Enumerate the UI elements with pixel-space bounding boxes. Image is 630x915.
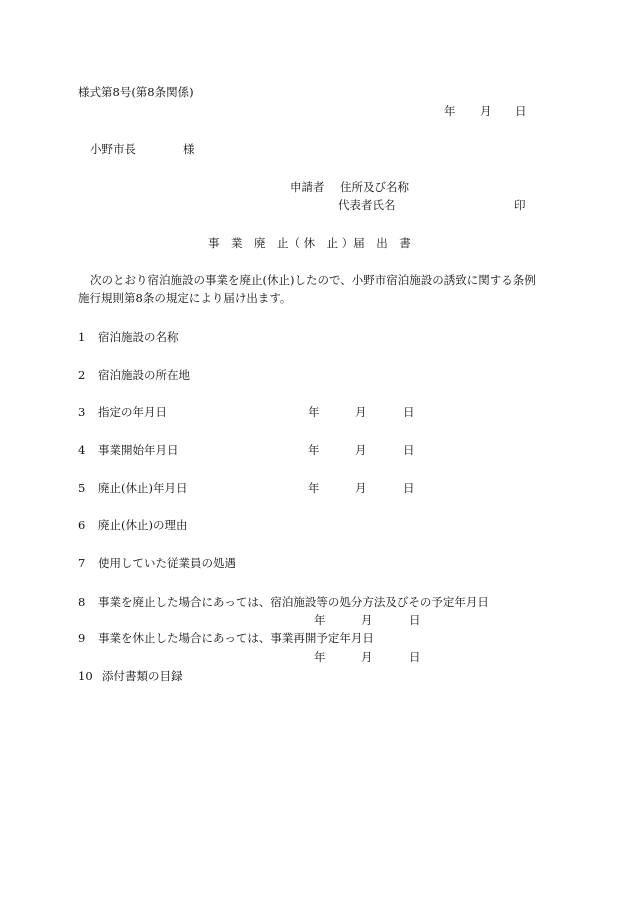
item-10 — [78, 669, 183, 683]
item-7 — [78, 556, 236, 570]
applicant-label: 申請者 — [290, 180, 325, 194]
item-number: 4 — [78, 443, 86, 457]
item-2 — [78, 368, 190, 382]
item-5-year: 年 — [308, 481, 320, 495]
item-text: 使用していた従業員の処遇 — [98, 556, 236, 570]
item-8-month: 月 — [361, 613, 373, 627]
item-3-day: 日 — [403, 405, 415, 419]
item-number: 10 — [78, 669, 93, 683]
item-text: 事業を休止した場合にあっては、事業再開予定年月日 — [98, 631, 374, 645]
item-9 — [78, 631, 374, 645]
item-3-month: 月 — [355, 405, 367, 419]
item-text: 宿泊施設の所在地 — [98, 368, 190, 382]
item-3 — [78, 405, 167, 419]
seal-mark: 印 — [514, 198, 526, 212]
body-line-2: 施行規則第8条の規定により届け出ます。 — [78, 291, 292, 305]
body-line-1: 次のとおり宿泊施設の事業を廃止(休止)したので、小野市宿泊施設の誘致に関する条例 — [90, 273, 536, 287]
item-text: 事業開始年月日 — [98, 443, 179, 457]
date-month: 月 — [480, 104, 492, 118]
item-6 — [78, 518, 187, 532]
addressee-honorific: 様 — [183, 142, 195, 156]
item-text: 廃止(休止)の理由 — [98, 518, 188, 532]
item-4-month: 月 — [355, 443, 367, 457]
item-text: 宿泊施設の名称 — [98, 330, 179, 344]
item-5-day: 日 — [403, 481, 415, 495]
item-text: 事業を廃止した場合にあっては、宿泊施設等の処分方法及びその予定年月日 — [98, 595, 489, 609]
item-4-day: 日 — [403, 443, 415, 457]
item-8 — [78, 595, 489, 609]
item-8-year: 年 — [314, 613, 326, 627]
item-4-year: 年 — [308, 443, 320, 457]
item-number: 6 — [78, 518, 86, 532]
item-4 — [78, 443, 179, 457]
item-8-day: 日 — [409, 613, 421, 627]
item-number: 2 — [78, 368, 86, 382]
item-number: 7 — [78, 556, 86, 570]
item-9-year: 年 — [314, 650, 326, 664]
date-day: 日 — [515, 104, 527, 118]
applicant-address-label: 住所及び名称 — [340, 180, 409, 194]
item-number: 1 — [78, 330, 86, 344]
item-text: 廃止(休止)年月日 — [98, 481, 188, 495]
addressee-name: 小野市長 — [90, 142, 136, 156]
document-title: 事 業 廃 止（ 休 止 ）届 出 書 — [208, 236, 411, 250]
applicant-rep-label: 代表者氏名 — [338, 198, 396, 212]
item-number: 5 — [78, 481, 86, 495]
item-number: 3 — [78, 405, 86, 419]
item-5 — [78, 481, 187, 495]
item-5-month: 月 — [355, 481, 367, 495]
form-label: 様式第8号(第8条関係) — [78, 85, 194, 99]
item-text: 添付書類の目録 — [102, 669, 183, 683]
item-1 — [78, 330, 179, 344]
item-9-day: 日 — [409, 650, 421, 664]
item-3-year: 年 — [308, 405, 320, 419]
date-year: 年 — [444, 104, 456, 118]
item-text: 指定の年月日 — [98, 405, 167, 419]
item-number: 9 — [78, 631, 86, 645]
item-number: 8 — [78, 595, 86, 609]
item-9-month: 月 — [361, 650, 373, 664]
